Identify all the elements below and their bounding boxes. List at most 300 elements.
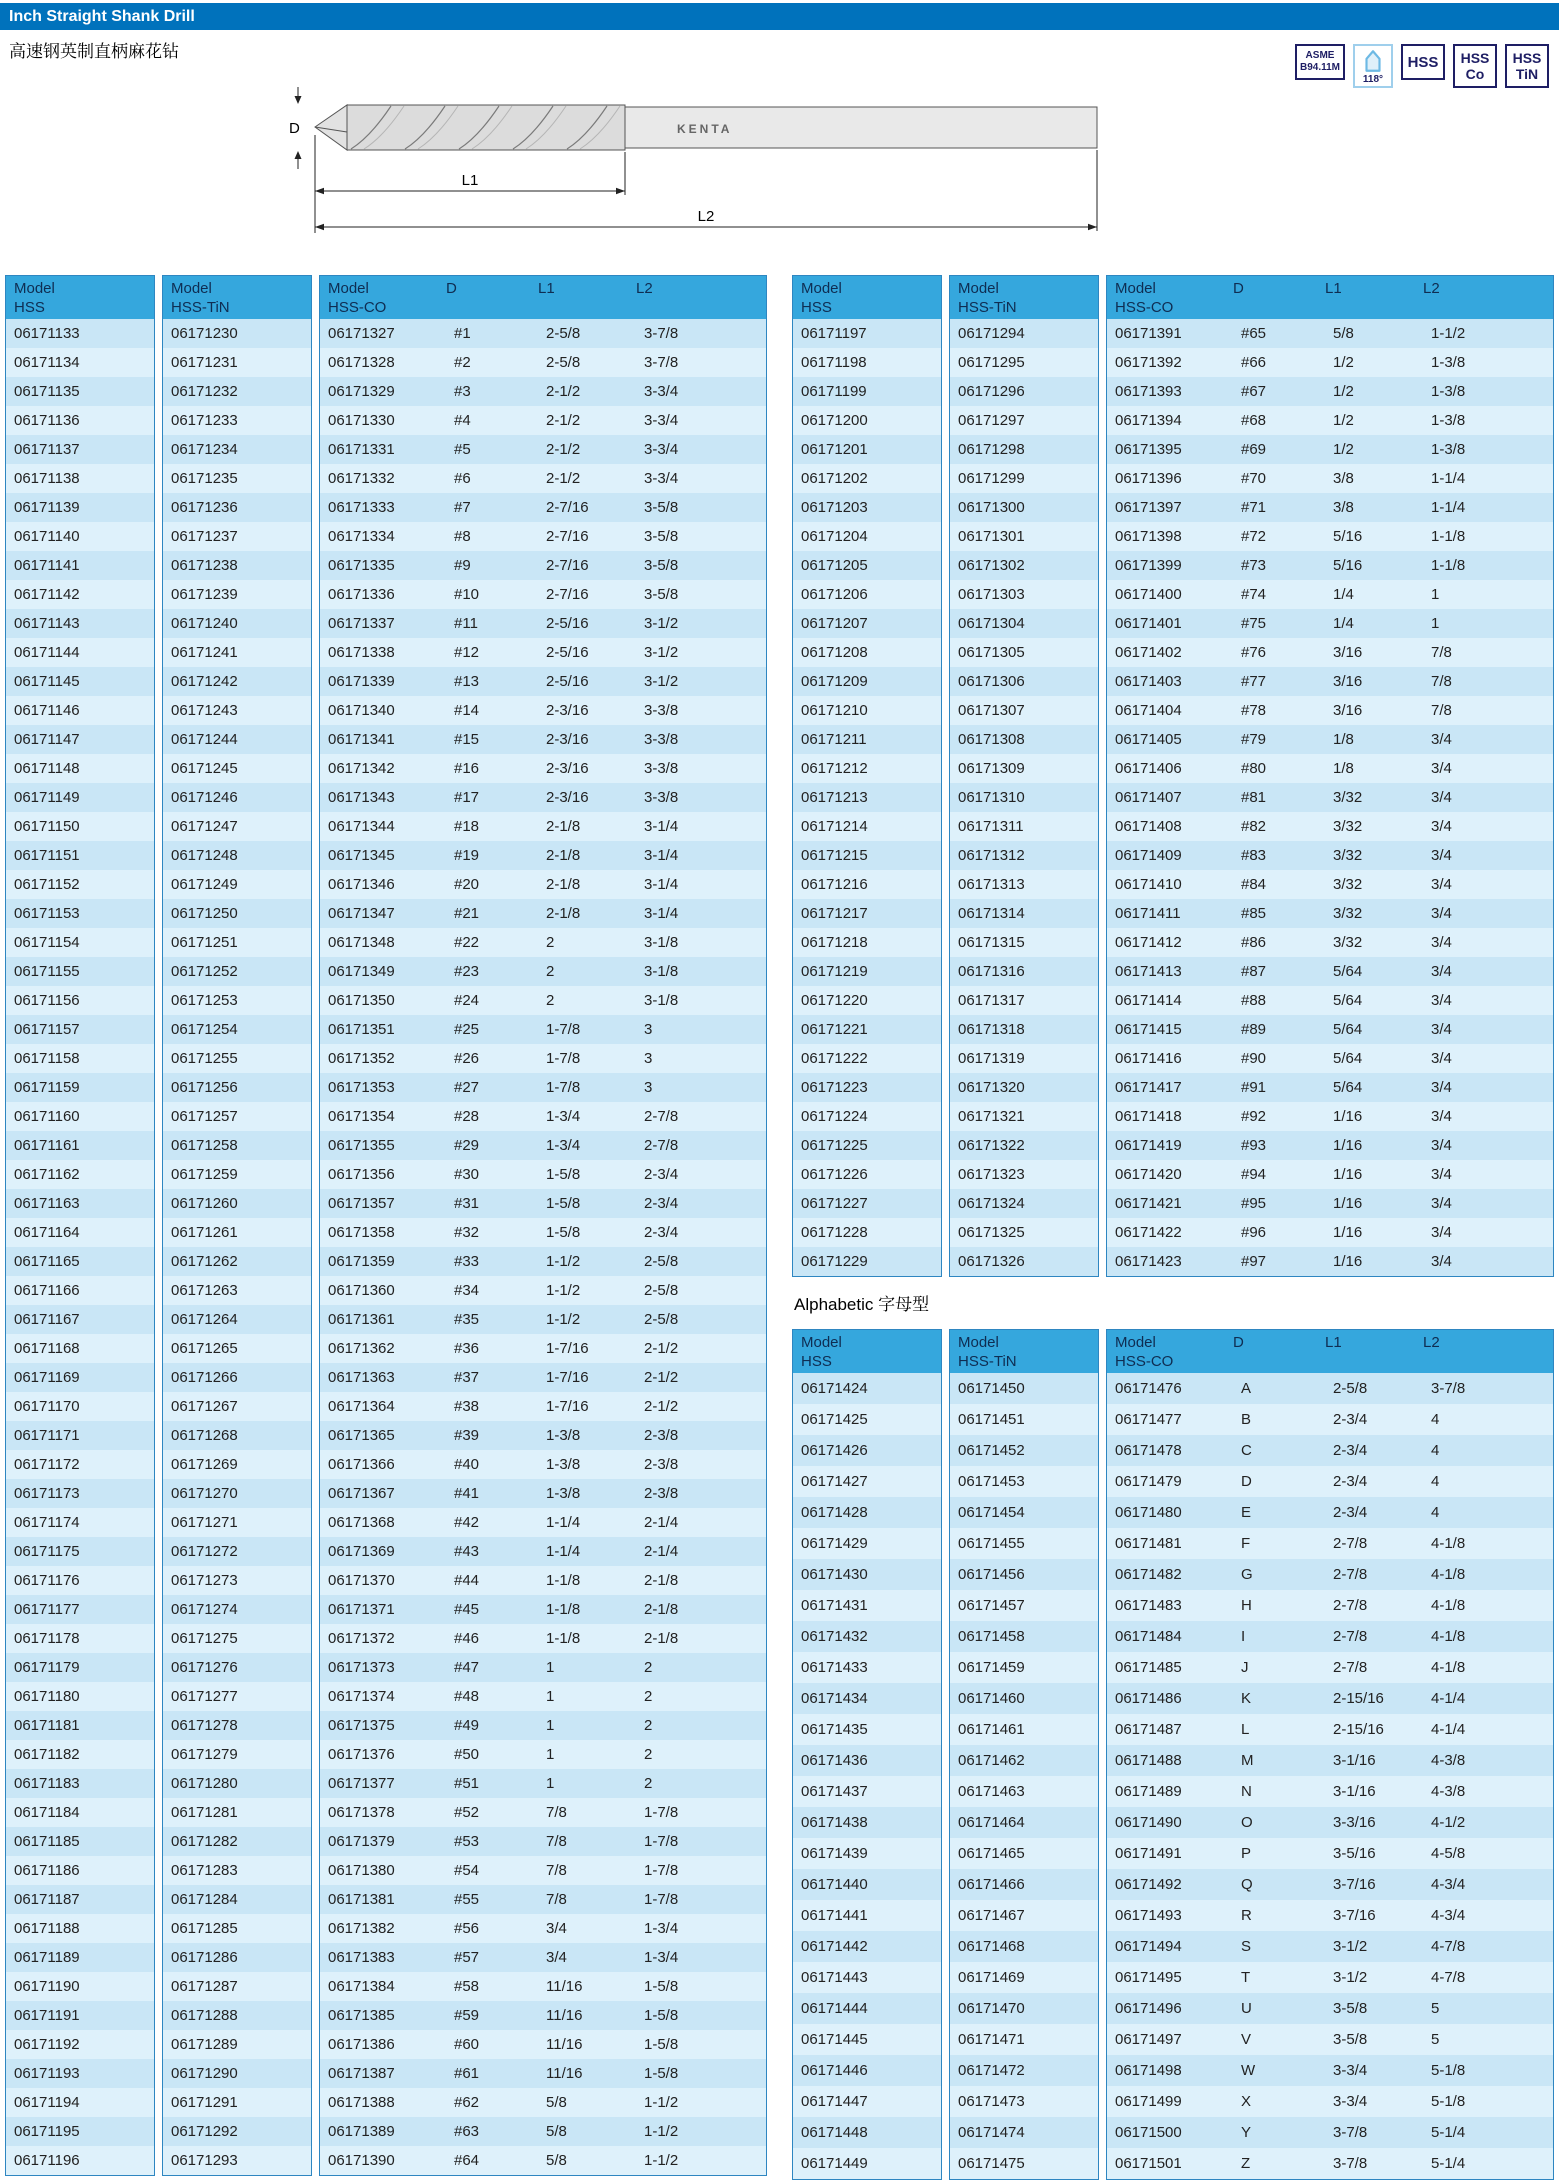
table-cell: 06171418	[1115, 1108, 1182, 1125]
column-header-model: Model	[801, 280, 842, 297]
table-cell: #49	[454, 1717, 480, 1734]
table-row	[950, 1807, 1098, 1838]
table-cell: 06171144	[14, 644, 80, 661]
table-cell: #77	[1241, 673, 1267, 690]
table-cell: 1/2	[1333, 354, 1354, 371]
table-cell: #59	[454, 2007, 480, 2024]
table-cell: 06171248	[171, 847, 238, 864]
table-cell: 06171180	[14, 1688, 80, 1705]
table-cell: 1-3/8	[1431, 383, 1466, 400]
table-cell: 06171201	[801, 441, 868, 458]
table-row	[320, 1102, 766, 1131]
table-row	[793, 1466, 941, 1497]
table-cell: 06171188	[14, 1920, 80, 1937]
table-cell: 2-7/16	[546, 528, 589, 545]
table-cell: 06171380	[328, 1862, 395, 1879]
table-cell: 2-7/8	[644, 1137, 679, 1154]
table-cell: #14	[454, 702, 480, 719]
table-cell: #25	[454, 1021, 480, 1038]
table-cell: 06171276	[171, 1659, 238, 1676]
table-cell: #91	[1241, 1079, 1267, 1096]
table-cell: 3/32	[1333, 934, 1363, 951]
table-row	[320, 580, 766, 609]
table-row	[6, 1595, 154, 1624]
table-row	[1107, 986, 1553, 1015]
table-row	[320, 1334, 766, 1363]
table-cell: 06171375	[328, 1717, 395, 1734]
table-row	[163, 754, 311, 783]
table-row	[6, 2001, 154, 2030]
table-cell: 06171136	[14, 412, 80, 429]
table-row	[1107, 1466, 1553, 1497]
table-cell: #86	[1241, 934, 1267, 951]
table-row	[793, 435, 941, 464]
table-row	[793, 928, 941, 957]
table-cell: H	[1241, 1597, 1252, 1614]
table-cell: 2-1/8	[644, 1572, 679, 1589]
table-row	[163, 812, 311, 841]
table-cell: D	[1241, 1473, 1252, 1490]
table-cell: 06171433	[801, 1659, 868, 1676]
table-cell: A	[1241, 1380, 1252, 1397]
table-row	[793, 2148, 941, 2179]
table-cell: Z	[1241, 2155, 1251, 2172]
table-row	[320, 1015, 766, 1044]
table-cell: 2-1/2	[644, 1340, 679, 1357]
table-cell: 1-7/8	[644, 1862, 679, 1879]
table-cell: 1-5/8	[644, 2036, 679, 2053]
table-row	[950, 1993, 1098, 2024]
table-cell: 06171166	[14, 1282, 80, 1299]
table-cell: 3/16	[1333, 673, 1363, 690]
table-cell: #20	[454, 876, 480, 893]
table-row	[1107, 2086, 1553, 2117]
table-cell: 06171495	[1115, 1969, 1182, 1986]
table-cell: 06171160	[14, 1108, 80, 1125]
table-row	[320, 1740, 766, 1769]
table-row	[6, 1015, 154, 1044]
table-row	[163, 2030, 311, 2059]
table-row	[793, 1497, 941, 1528]
table-row	[6, 2146, 154, 2175]
table-row	[1107, 522, 1553, 551]
table-row	[950, 1189, 1098, 1218]
table-row	[320, 1537, 766, 1566]
table-cell: #19	[454, 847, 480, 864]
table-cell: 06171186	[14, 1862, 80, 1879]
table-cell: 06171304	[958, 615, 1025, 632]
table-cell: 1-7/8	[546, 1050, 581, 1067]
table-cell: 2-3/16	[546, 702, 589, 719]
table-cell: #57	[454, 1949, 480, 1966]
table-cell: 06171351	[328, 1021, 395, 1038]
table-row	[320, 841, 766, 870]
table-cell: 4-1/8	[1431, 1659, 1466, 1676]
table-row	[320, 1798, 766, 1827]
table-row	[950, 899, 1098, 928]
table-cell: 06171339	[328, 673, 395, 690]
table-cell: 06171348	[328, 934, 395, 951]
table-row	[320, 2001, 766, 2030]
table-cell: 06171410	[1115, 876, 1182, 893]
table-cell: 06171454	[958, 1504, 1025, 1521]
table-cell: 1	[546, 1746, 555, 1763]
table-cell: 06171140	[14, 528, 80, 545]
table-row	[793, 1160, 941, 1189]
table-cell: #43	[454, 1543, 480, 1560]
table-cell: 06171312	[958, 847, 1025, 864]
table-cell: 1-1/2	[546, 1253, 581, 1270]
table-cell: 06171209	[801, 673, 868, 690]
table-row	[163, 551, 311, 580]
table-row	[320, 783, 766, 812]
column-header-d: D	[1233, 1334, 1244, 1351]
column-header-d: D	[446, 280, 457, 297]
table-row	[950, 1218, 1098, 1247]
table-row	[163, 319, 311, 348]
table-cell: 4-3/8	[1431, 1783, 1466, 1800]
table-cell: 2-3/16	[546, 760, 589, 777]
table-cell: 2-1/2	[546, 412, 581, 429]
spec-badges	[1295, 44, 1549, 88]
table-cell: #72	[1241, 528, 1267, 545]
table-cell: 06171441	[801, 1907, 868, 1924]
table-cell: 06171344	[328, 818, 395, 835]
column-header-hss-tin: HSS-TiN	[958, 1353, 1017, 1370]
table-cell: 3/4	[546, 1949, 567, 1966]
table-row	[1107, 1073, 1553, 1102]
table-cell: 06171471	[958, 2031, 1025, 2048]
table-cell: 06171270	[171, 1485, 238, 1502]
table-row	[6, 1479, 154, 1508]
table-cell: 06171220	[801, 992, 868, 1009]
table-cell: 1/2	[1333, 383, 1354, 400]
table-row	[320, 1044, 766, 1073]
table-cell: 06171367	[328, 1485, 395, 1502]
table-row	[950, 1931, 1098, 1962]
table-row	[1107, 1247, 1553, 1276]
table-cell: #68	[1241, 412, 1267, 429]
table-cell: 5-1/8	[1431, 2062, 1466, 2079]
table-cell: #65	[1241, 325, 1267, 342]
table-cell: 06171204	[801, 528, 868, 545]
table-cell: 06171369	[328, 1543, 395, 1560]
table-cell: 06171200	[801, 412, 868, 429]
hss-co-line2: Co	[1465, 66, 1485, 82]
table-row	[1107, 754, 1553, 783]
table-row	[6, 1160, 154, 1189]
table-row	[1107, 551, 1553, 580]
table-row	[950, 1466, 1098, 1497]
table-row	[163, 638, 311, 667]
table-row	[793, 1404, 941, 1435]
table-row	[1107, 1189, 1553, 1218]
table-cell: 06171413	[1115, 963, 1182, 980]
table-cell: 1-7/16	[546, 1398, 589, 1415]
table-cell: 06171245	[171, 760, 238, 777]
table-cell: #34	[454, 1282, 480, 1299]
hss-tin-line1: HSS	[1512, 50, 1542, 66]
table-row	[163, 1131, 311, 1160]
table-cell: 06171484	[1115, 1628, 1182, 1645]
table-row	[163, 1102, 311, 1131]
table-cell: 06171498	[1115, 2062, 1182, 2079]
hss-model-table	[5, 275, 155, 2176]
table-cell: 4-7/8	[1431, 1938, 1466, 1955]
table-cell: 06171456	[958, 1566, 1025, 1583]
table-row	[950, 957, 1098, 986]
table-cell: #66	[1241, 354, 1267, 371]
table-cell: 2-7/8	[1333, 1659, 1368, 1676]
table-cell: 3/4	[1431, 934, 1452, 951]
column-header-hss-co: HSS-CO	[1115, 1353, 1174, 1370]
table-cell: 06171191	[14, 2007, 80, 2024]
table-row	[950, 1528, 1098, 1559]
table-cell: 5/16	[1333, 557, 1363, 574]
table-cell: 06171330	[328, 412, 395, 429]
table-row	[320, 1479, 766, 1508]
table-cell: 06171467	[958, 1907, 1025, 1924]
table-cell: 7/8	[546, 1891, 567, 1908]
table-cell: 1-3/4	[546, 1108, 581, 1125]
table-row	[1107, 609, 1553, 638]
table-cell: 3/32	[1333, 789, 1363, 806]
table-cell: 06171309	[958, 760, 1025, 777]
table-cell: 7/8	[546, 1804, 567, 1821]
table-cell: 06171226	[801, 1166, 868, 1183]
hss-co-spec-list	[1107, 1373, 1553, 2179]
table-row	[1107, 783, 1553, 812]
table-cell: 3-3/4	[644, 441, 679, 458]
table-row	[950, 522, 1098, 551]
table-row	[1107, 1590, 1553, 1621]
table-row	[950, 667, 1098, 696]
table-cell: 1-1/2	[644, 2094, 679, 2111]
table-row	[950, 870, 1098, 899]
table-row	[320, 638, 766, 667]
table-row	[950, 1683, 1098, 1714]
table-cell: #10	[454, 586, 480, 603]
table-cell: 06171453	[958, 1473, 1025, 1490]
table-row	[950, 1652, 1098, 1683]
table-cell: 06171264	[171, 1311, 238, 1328]
table-row	[163, 1595, 311, 1624]
hss-tin-model-list	[950, 319, 1098, 1276]
table-cell: 06171385	[328, 2007, 395, 2024]
asme-line1: ASME	[1305, 50, 1335, 61]
table-cell: #16	[454, 760, 480, 777]
table-row	[320, 1914, 766, 1943]
table-cell: 3-3/16	[1333, 1814, 1376, 1831]
table-row	[950, 2148, 1098, 2179]
table-cell: 2	[644, 1717, 653, 1734]
table-cell: 06171228	[801, 1224, 868, 1241]
table-cell: 3/4	[1431, 1195, 1452, 1212]
table-row	[793, 551, 941, 580]
table-cell: 06171457	[958, 1597, 1025, 1614]
table-row	[163, 2146, 311, 2175]
table-cell: 1/2	[1333, 412, 1354, 429]
table-cell: 06171273	[171, 1572, 238, 1589]
table-row	[793, 957, 941, 986]
table-cell: #36	[454, 1340, 480, 1357]
table-cell: 3-1/16	[1333, 1752, 1376, 1769]
table-cell: 3/4	[1431, 1224, 1452, 1241]
point-angle-label: 118°	[1362, 73, 1384, 85]
table-cell: 2-1/8	[546, 847, 581, 864]
overall-length-label: L2	[697, 208, 715, 225]
table-cell: #69	[1241, 441, 1267, 458]
table-cell: 4-1/4	[1431, 1721, 1466, 1738]
table-cell: #7	[454, 499, 471, 516]
table-cell: 06171183	[14, 1775, 80, 1792]
table-cell: 06171356	[328, 1166, 395, 1183]
table-cell: 06171483	[1115, 1597, 1182, 1614]
table-cell: 2-15/16	[1333, 1721, 1384, 1738]
table-cell: 2-1/8	[546, 905, 581, 922]
table-row	[163, 899, 311, 928]
table-cell: 2-7/8	[1333, 1566, 1368, 1583]
table-cell: 3/4	[1431, 1253, 1452, 1270]
table-cell: 3/32	[1333, 847, 1363, 864]
table-cell: 06171368	[328, 1514, 395, 1531]
table-cell: 06171325	[958, 1224, 1025, 1241]
table-cell: 06171175	[14, 1543, 80, 1560]
table-cell: 2-1/2	[546, 383, 581, 400]
table-cell: 06171218	[801, 934, 868, 951]
table-cell: 2-7/8	[1333, 1597, 1368, 1614]
table-cell: 06171163	[14, 1195, 80, 1212]
table-cell: 06171435	[801, 1721, 868, 1738]
table-cell: 06171192	[14, 2036, 80, 2053]
table-row	[320, 1421, 766, 1450]
table-cell: #50	[454, 1746, 480, 1763]
table-cell: 06171233	[171, 412, 238, 429]
table-row	[793, 667, 941, 696]
table-row	[163, 609, 311, 638]
table-cell: 3-1/2	[644, 644, 679, 661]
table-cell: 06171422	[1115, 1224, 1182, 1241]
table-cell: 06171501	[1115, 2155, 1182, 2172]
table-cell: 06171227	[801, 1195, 868, 1212]
table-header	[950, 276, 1098, 319]
table-row	[163, 1566, 311, 1595]
table-cell: 06171207	[801, 615, 868, 632]
table-cell: 06171153	[14, 905, 80, 922]
table-cell: 06171162	[14, 1166, 80, 1183]
table-row	[6, 667, 154, 696]
table-cell: 2-3/16	[546, 731, 589, 748]
table-cell: 06171240	[171, 615, 238, 632]
table-cell: 06171299	[958, 470, 1025, 487]
table-cell: 06171159	[14, 1079, 80, 1096]
table-cell: 1/16	[1333, 1195, 1363, 1212]
table-cell: 7/8	[1431, 702, 1452, 719]
table-row	[6, 783, 154, 812]
table-cell: 06171241	[171, 644, 238, 661]
table-cell: #47	[454, 1659, 480, 1676]
column-header-l1: L1	[1325, 1334, 1342, 1351]
column-header-model: Model	[328, 280, 369, 297]
table-row	[163, 435, 311, 464]
table-cell: #58	[454, 1978, 480, 1995]
table-cell: 06171222	[801, 1050, 868, 1067]
column-header-l1: L1	[538, 280, 555, 297]
table-row	[163, 2117, 311, 2146]
table-cell: #44	[454, 1572, 480, 1589]
table-row	[163, 1247, 311, 1276]
table-cell: 06171465	[958, 1845, 1025, 1862]
table-cell: 2-3/8	[644, 1456, 679, 1473]
table-row	[950, 319, 1098, 348]
table-cell: 06171481	[1115, 1535, 1182, 1552]
table-cell: 06171182	[14, 1746, 80, 1763]
table-cell: 06171437	[801, 1783, 868, 1800]
table-cell: 2-3/4	[644, 1166, 679, 1183]
table-cell: 06171417	[1115, 1079, 1182, 1096]
table-row	[1107, 406, 1553, 435]
table-cell: 06171366	[328, 1456, 395, 1473]
table-row	[950, 1404, 1098, 1435]
table-cell: 3/32	[1333, 905, 1363, 922]
table-row	[6, 493, 154, 522]
table-row	[1107, 870, 1553, 899]
table-row	[950, 1102, 1098, 1131]
table-cell: 3/4	[1431, 818, 1452, 835]
table-cell: 1-7/8	[546, 1021, 581, 1038]
table-row	[1107, 1218, 1553, 1247]
table-cell: #30	[454, 1166, 480, 1183]
table-cell: 06171266	[171, 1369, 238, 1386]
table-cell: 06171404	[1115, 702, 1182, 719]
table-row	[793, 464, 941, 493]
table-cell: 3/16	[1333, 702, 1363, 719]
table-row	[793, 899, 941, 928]
table-cell: 1-1/2	[1431, 325, 1466, 342]
table-cell: 06171412	[1115, 934, 1182, 951]
table-cell: 06171399	[1115, 557, 1182, 574]
table-row	[320, 1972, 766, 2001]
table-cell: 06171407	[1115, 789, 1182, 806]
table-cell: 06171442	[801, 1938, 868, 1955]
table-cell: 06171306	[958, 673, 1025, 690]
table-cell: 1-5/8	[644, 2007, 679, 2024]
table-cell: 06171491	[1115, 1845, 1182, 1862]
table-cell: #52	[454, 1804, 480, 1821]
table-cell: 06171444	[801, 2000, 868, 2017]
table-row	[1107, 1559, 1553, 1590]
table-cell: 06171225	[801, 1137, 868, 1154]
table-cell: #1	[454, 325, 471, 342]
table-cell: 06171208	[801, 644, 868, 661]
table-cell: #3	[454, 383, 471, 400]
table-row	[1107, 1683, 1553, 1714]
table-cell: #63	[454, 2123, 480, 2140]
hss-model-table-alphabetic	[792, 1329, 942, 2180]
table-cell: #33	[454, 1253, 480, 1270]
table-cell: 3/4	[1431, 1050, 1452, 1067]
table-row	[6, 2030, 154, 2059]
table-cell: 06171281	[171, 1804, 238, 1821]
table-cell: 06171260	[171, 1195, 238, 1212]
table-cell: #95	[1241, 1195, 1267, 1212]
table-cell: 06171450	[958, 1380, 1025, 1397]
table-cell: 3-7/8	[644, 325, 679, 342]
table-row	[320, 2059, 766, 2088]
table-cell: 7/8	[546, 1833, 567, 1850]
table-cell: 1-7/16	[546, 1340, 589, 1357]
table-cell: N	[1241, 1783, 1252, 1800]
